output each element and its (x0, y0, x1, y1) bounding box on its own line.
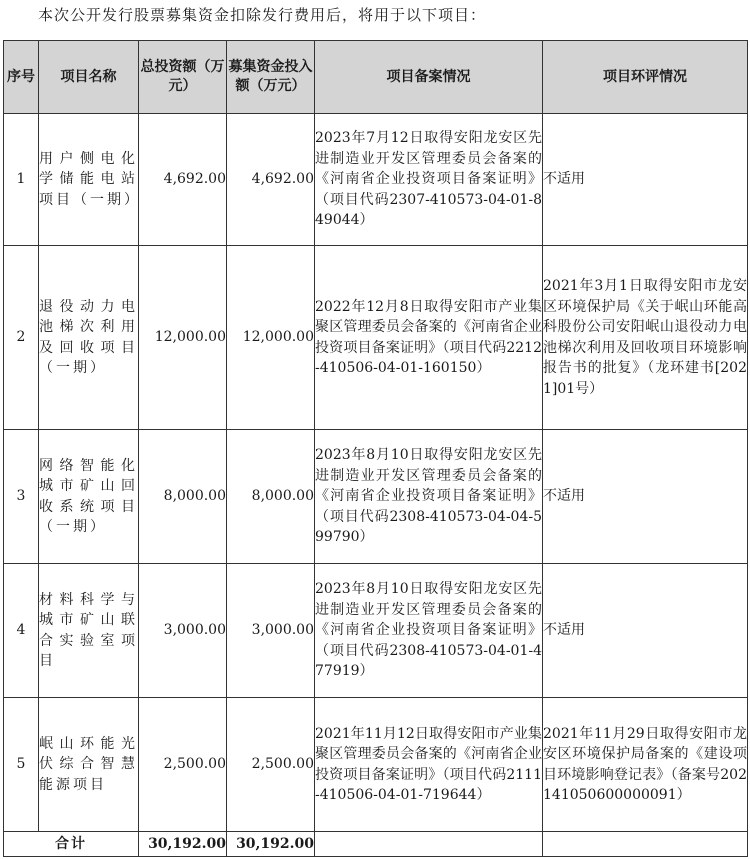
total-row (4, 832, 748, 857)
row-raised-funds: 12,000.00 (227, 246, 315, 430)
row-total-investment: 4,692.00 (139, 114, 227, 246)
row-filing-status: 2021年11月12日取得安阳市产业集聚区管理委员会备案的《河南省企业投资项目备案证明》（项目代码2111-410506-04-01-719644） (315, 698, 543, 832)
row-seq: 4 (4, 564, 39, 698)
header-total-investment: 总投资额（万元） (139, 41, 227, 114)
row-total-investment: 3,000.00 (139, 564, 227, 698)
row-project-name: 用户侧电化学储能电站项目（一期） (39, 114, 139, 246)
row-eia-status: 不适用 (543, 564, 748, 698)
row-filing-status: 2023年8月10日取得安阳龙安区先进制造业开发区管理委员会备案的《河南省企业投资项目备案证明》（项目代码2308-410573-04-01-477919） (315, 564, 543, 698)
row-project-name: 材料科学与城市矿山联合实验室项目 (39, 564, 139, 698)
row-total-investment: 2,500.00 (139, 698, 227, 832)
total-label: 合计 (4, 832, 139, 857)
header-seq: 序号 (4, 41, 39, 114)
row-eia-status: 2021年11月29日取得安阳市龙安区环境保护局备案的《建设项目环境影响登记表》（备案号202141050600000091） (543, 698, 748, 832)
row-raised-funds: 3,000.00 (227, 564, 315, 698)
row-project-name: 退役动力电池梯次利用及回收项目（一期） (39, 246, 139, 430)
table-row (4, 698, 748, 832)
row-project-name: 岷山环能光伏综合智慧能源项目 (39, 698, 139, 832)
table-header-row (4, 41, 748, 114)
header-filing-status: 项目备案情况 (315, 41, 543, 114)
row-project-name: 网络智能化城市矿山回收系统项目（一期） (39, 430, 139, 564)
row-total-investment: 12,000.00 (139, 246, 227, 430)
header-raised-funds: 募集资金投入额（万元） (227, 41, 315, 114)
row-raised-funds: 8,000.00 (227, 430, 315, 564)
header-project-name: 项目名称 (39, 41, 139, 114)
fundraising-projects-table (3, 40, 748, 857)
row-eia-status: 2021年3月1日取得安阳市龙安区环境保护局《关于岷山环能高科股份公司安阳岷山退役动力电池梯次利用及回收项目环境影响报告书的批复》（龙环建书[2021]01号） (543, 246, 748, 430)
total-filing-empty (315, 832, 543, 857)
row-eia-status: 不适用 (543, 114, 748, 246)
table-row (4, 430, 748, 564)
intro-paragraph: 本次公开发行股票募集资金扣除发行费用后，将用于以下项目： (38, 6, 487, 24)
table-row (4, 114, 748, 246)
row-raised-funds: 2,500.00 (227, 698, 315, 832)
row-filing-status: 2022年12月8日取得安阳市产业集聚区管理委员会备案的《河南省企业投资项目备案证明》（项目代码2212-410506-04-01-160150） (315, 246, 543, 430)
row-seq: 2 (4, 246, 39, 430)
row-filing-status: 2023年7月12日取得安阳龙安区先进制造业开发区管理委员会备案的《河南省企业投资项目备案证明》（项目代码2307-410573-04-01-849044） (315, 114, 543, 246)
row-seq: 1 (4, 114, 39, 246)
total-eia-empty (543, 832, 748, 857)
row-seq: 3 (4, 430, 39, 564)
table-row (4, 246, 748, 430)
row-seq: 5 (4, 698, 39, 832)
row-total-investment: 8,000.00 (139, 430, 227, 564)
total-investment-sum: 30,192.00 (139, 832, 227, 857)
row-filing-status: 2023年8月10日取得安阳龙安区先进制造业开发区管理委员会备案的《河南省企业投资项目备案证明》（项目代码2308-410573-04-04-599790） (315, 430, 543, 564)
row-eia-status: 不适用 (543, 430, 748, 564)
row-raised-funds: 4,692.00 (227, 114, 315, 246)
raised-funds-sum: 30,192.00 (227, 832, 315, 857)
table-row (4, 564, 748, 698)
header-eia-status: 项目环评情况 (543, 41, 748, 114)
